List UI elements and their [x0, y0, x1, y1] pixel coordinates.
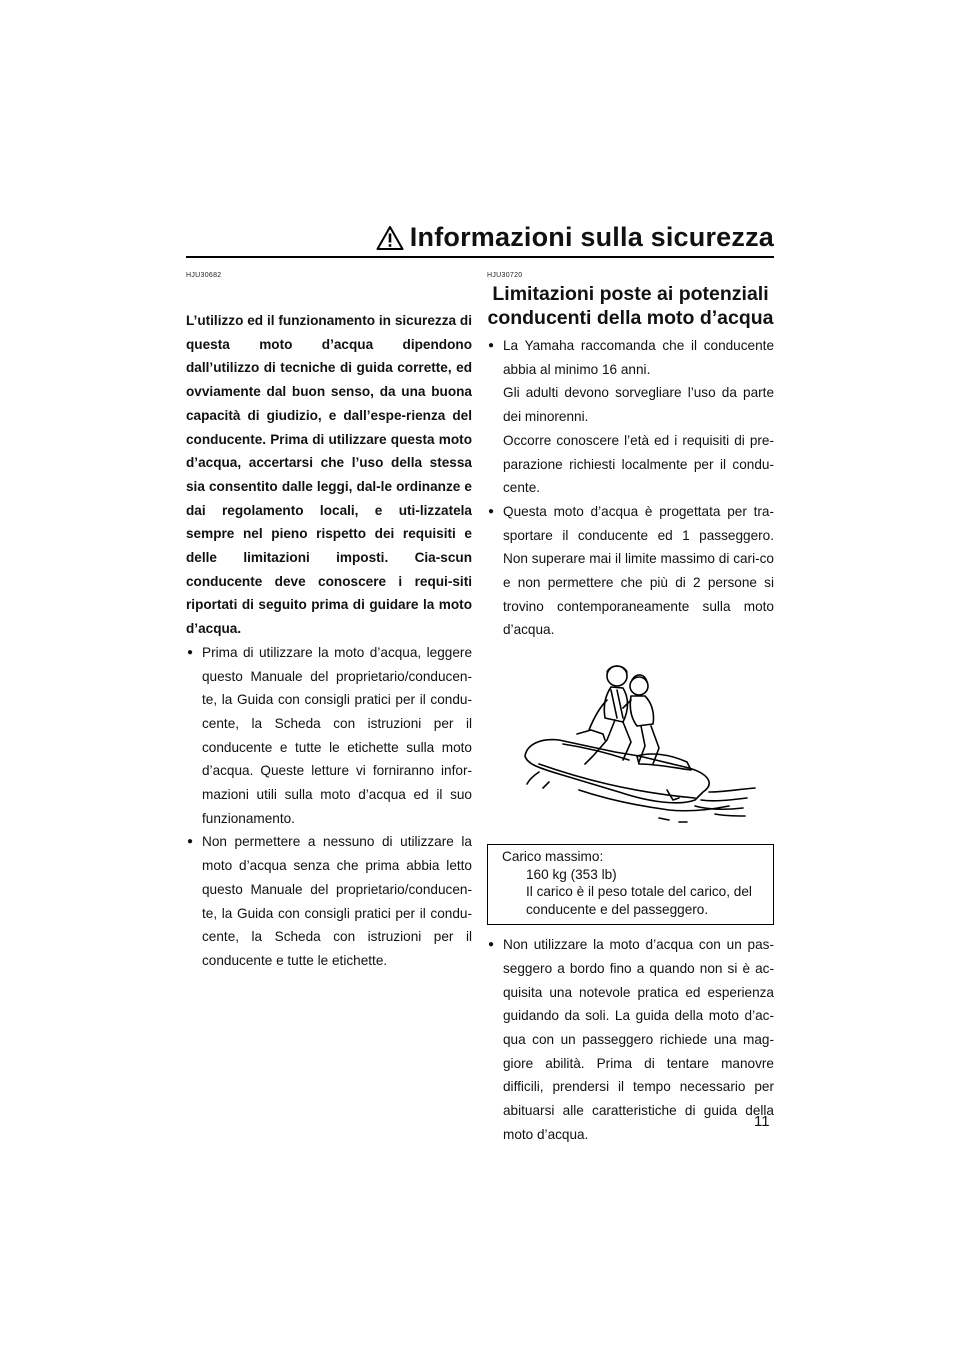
page-title: Informazioni sulla sicurezza [409, 222, 774, 252]
section-title [487, 282, 774, 330]
list-item [487, 500, 774, 642]
max-load-note [487, 844, 774, 925]
left-column [186, 272, 472, 973]
section-code: HJU30682 [186, 272, 222, 279]
note-label: Carico massimo: [502, 849, 604, 865]
page-header [186, 222, 774, 253]
section-title-line: Limitazioni poste ai potenziali [492, 283, 769, 305]
bullet-icon: ● [187, 646, 194, 658]
bullet-list [186, 641, 472, 973]
list-item-text: Questa moto d’acqua è progettata per tra-sportare il conducente ed 1 passeggero. Non superare mai il limite massimo di cari-co e non permettere che più di 2 persone si trovino contemporaneamente sulla moto d’acqua. [503, 503, 774, 638]
note-description: Il carico è il peso totale del carico, del conducente e del passeggero. [526, 884, 752, 917]
bullet-icon: ● [488, 939, 495, 951]
watercraft-riders-illustration [519, 660, 757, 836]
section-title-line: conducenti della moto d’acqua [487, 307, 774, 329]
list-item-text: Non utilizzare la moto d’acqua con un pas-seggero a bordo fino a quando non si è ac-quisita una notevole pratica ed esperienza guidando da soli. La guida della moto d’ac-qua con un passeggero richiede una mag-giore abilità. Prima di tentare manovre difficili, prendersi il tempo necessario per abituarsi alle caratteristiche di guida della moto d’acqua. [503, 937, 774, 1142]
intro-paragraph: L’utilizzo ed il funzionamento in sicurezza di questa moto d’acqua dipendono dall’utilizzo di tecniche di guida corrette, ed ovviamente dal buon senso, da una buona capacità di giudizio, e dall’espe-rienza del conducente. Prima di utilizzare questa moto d’acqua, accertarsi che l’uso della stessa sia consentito dalle leggi, dal-le ordinanze e dai regolamento locali, e uti-lizzatela sempre nel pieno rispetto dei requisiti e delle limitazioni imposti. Cia-scun conducente deve conoscere i requi-siti riportati di seguito prima di guidare la moto d’acqua. [186, 313, 472, 637]
bullet-icon: ● [187, 836, 194, 848]
list-item-text: Gli adulti devono sorvegliare l’uso da parte dei minorenni. [503, 385, 774, 425]
list-item [186, 641, 472, 831]
page-number: 11 [754, 1113, 770, 1130]
warning-triangle-icon [376, 225, 404, 251]
list-item [487, 334, 774, 500]
note-value: 160 kg (353 lb) [526, 866, 617, 882]
list-item [487, 933, 774, 1146]
bullet-list [487, 334, 774, 642]
list-item-text: La Yamaha raccomanda che il conducente abbia al minimo 16 anni. [503, 338, 774, 377]
list-item-text: Prima di utilizzare la moto d’acqua, leggere questo Manuale del proprietario/conducen-te, la Guida con consigli pratici per il condu-cente, la Scheda con istruzioni per il conducente e tutte le etichette sulla moto d’acqua. Queste letture vi forniranno infor-mazioni utili sulla moto d’acqua ed il suo funzionamento. [202, 644, 472, 826]
bullet-list [487, 933, 774, 1146]
list-item-text: Non permettere a nessuno di utilizzare la moto d’acqua senza che prima abbia letto questo Manuale del proprietario/conducen-te, la Guida con consigli pratici per il condu-cente, la Scheda con istruzioni per il conducente e tutte le etichette. [202, 834, 472, 968]
bullet-icon: ● [488, 505, 495, 517]
section-code: HJU30720 [487, 272, 523, 279]
right-column [487, 272, 774, 1146]
list-item [186, 830, 472, 972]
header-divider [186, 256, 774, 258]
list-item-text: Occorre conoscere l’età ed i requisiti di pre-parazione richiesti localmente per il condu-cente. [503, 432, 774, 496]
bullet-icon: ● [488, 340, 495, 351]
